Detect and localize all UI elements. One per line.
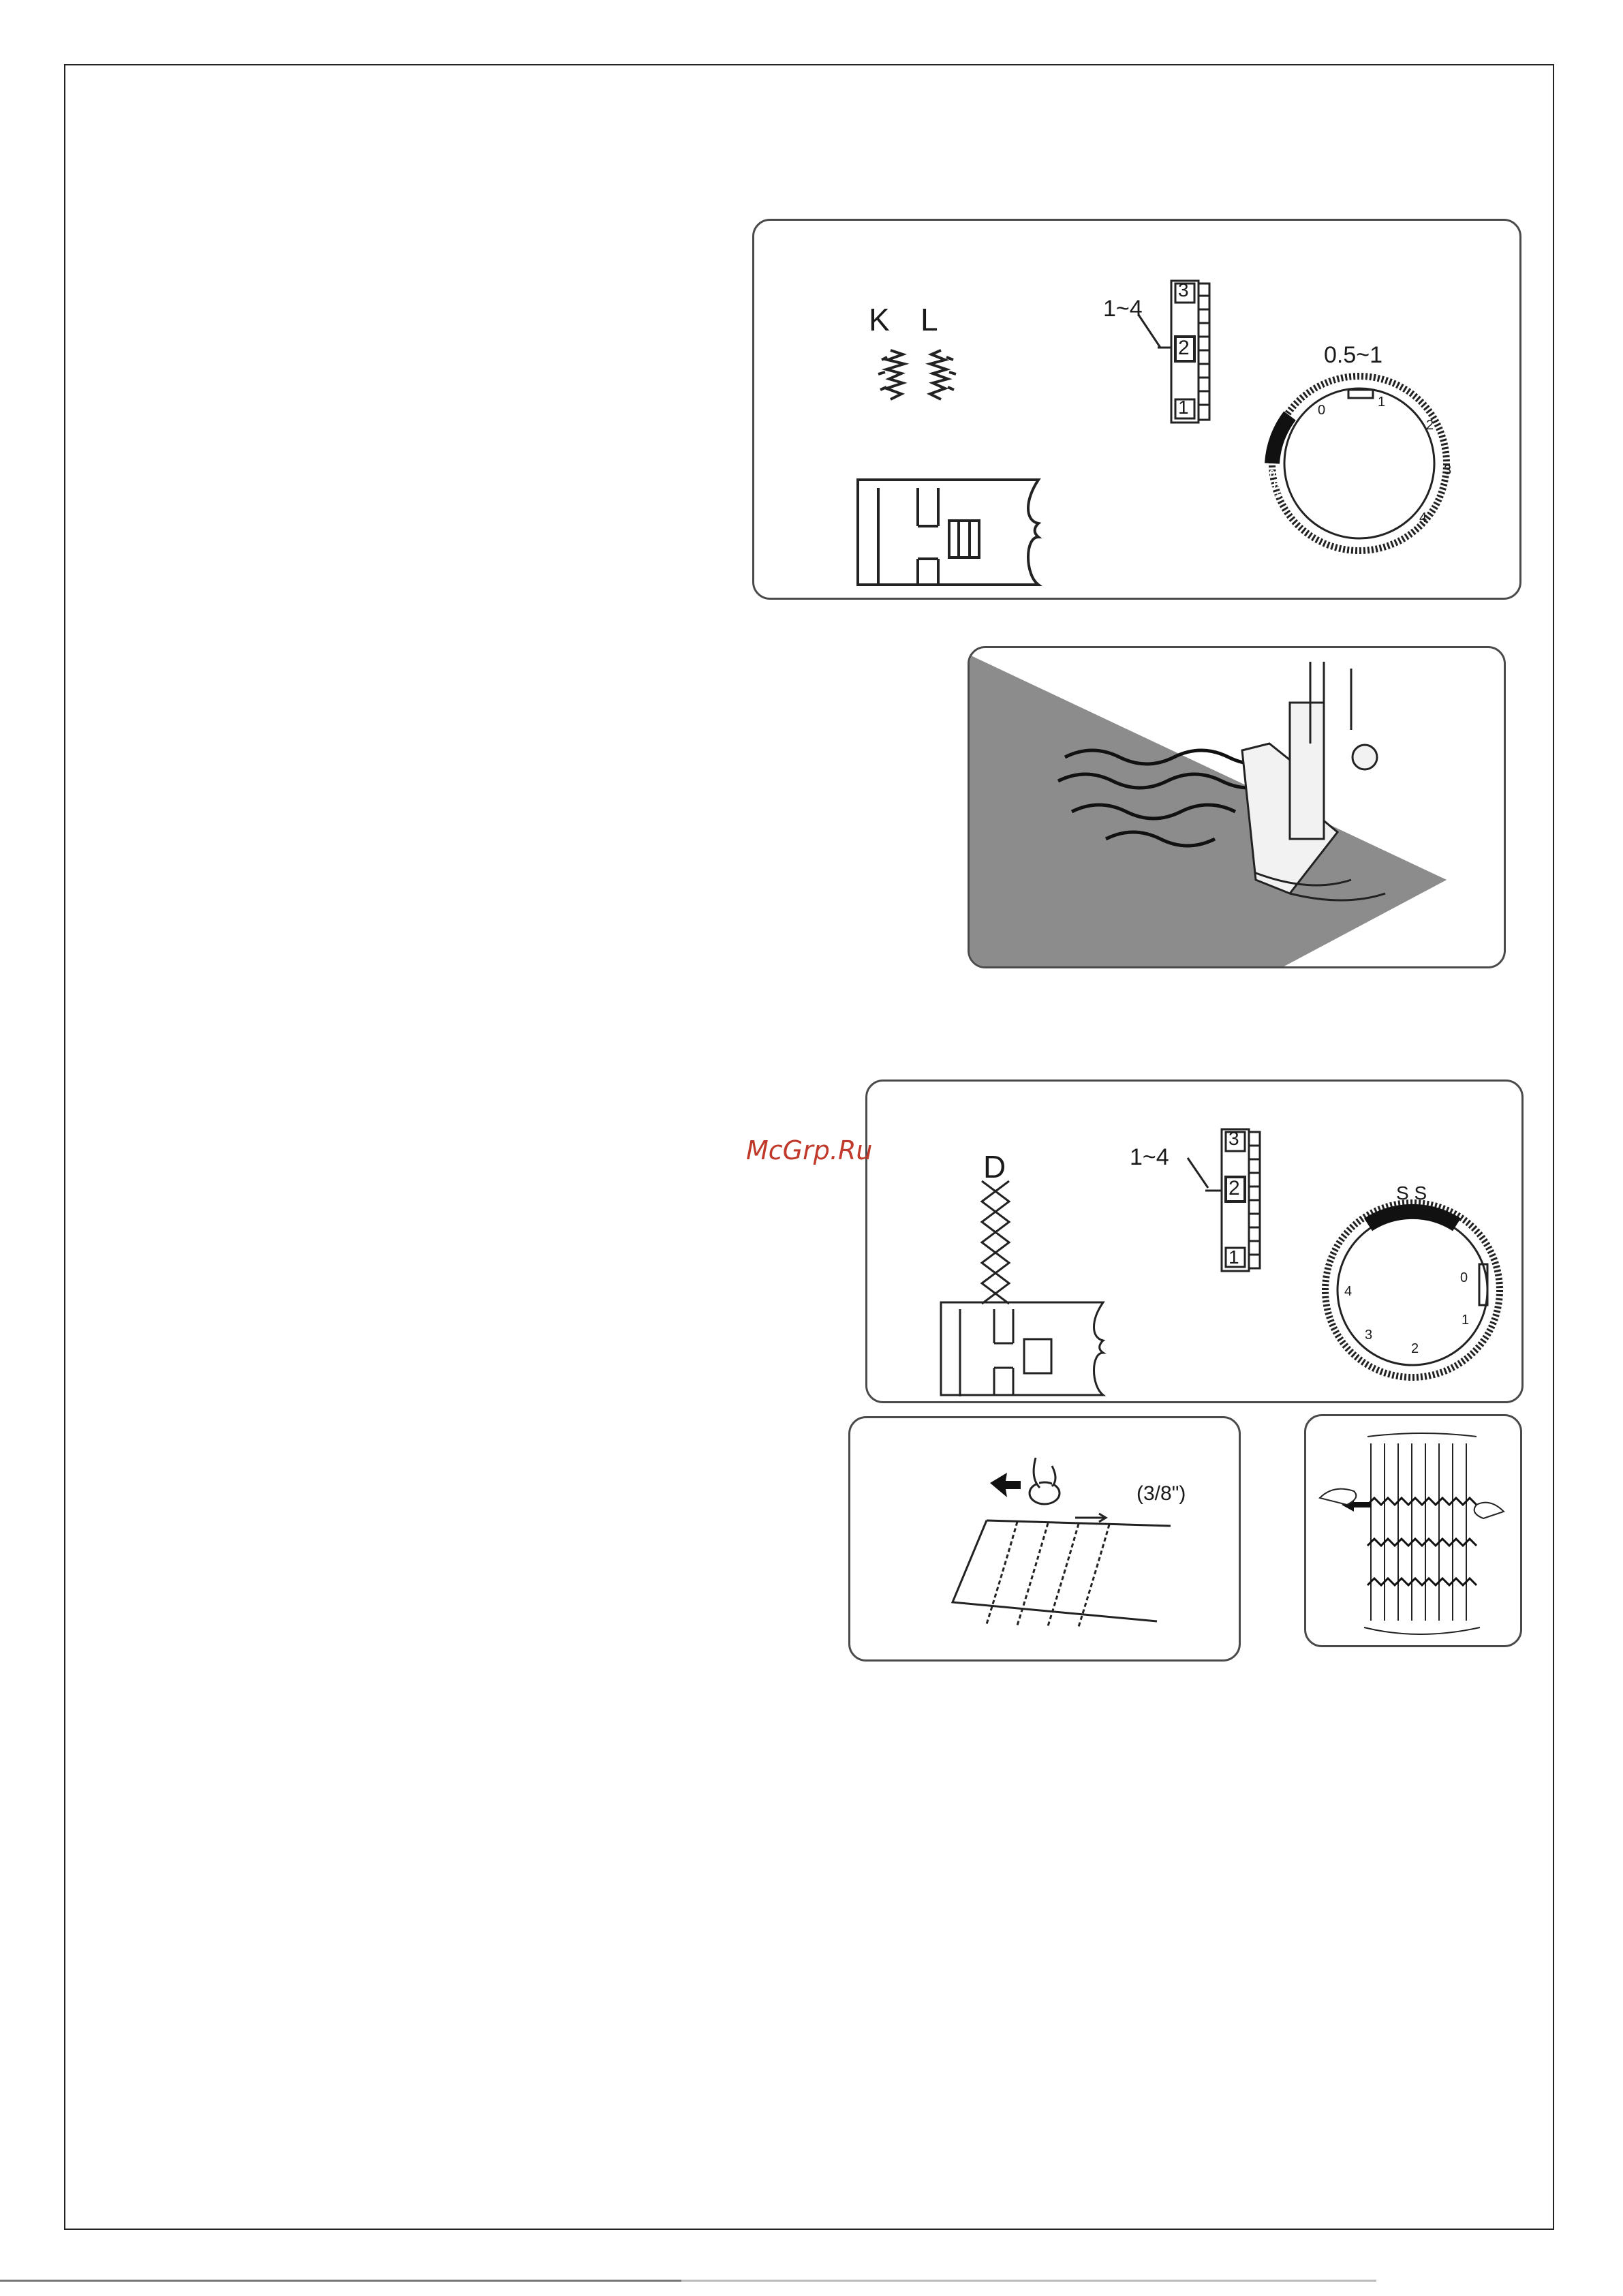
footer-rule <box>0 2280 681 2282</box>
dial-mark-3: 3 <box>1365 1328 1373 1343</box>
stitch-k-icon <box>878 350 904 399</box>
width-scale-icon <box>1188 1129 1260 1271</box>
dial-mark-4: 4 <box>1419 510 1427 525</box>
gathering-threads-panel <box>848 1416 1241 1662</box>
dial-mark-2: 2 <box>1426 418 1434 433</box>
dial-mark-2: 2 <box>1411 1341 1419 1356</box>
width-scale-icon <box>1139 281 1209 423</box>
width-scale-3: 3 <box>1178 279 1189 301</box>
width-scale-1: 1 <box>1228 1246 1239 1268</box>
width-scale-3: 3 <box>1228 1128 1239 1149</box>
sewing-illustration-panel <box>968 646 1506 968</box>
watermark: McGrp.Ru <box>746 1135 873 1165</box>
hand-icon <box>1030 1458 1060 1504</box>
dial-mark-3: 3 <box>1444 463 1452 478</box>
smocking-panel <box>1304 1414 1522 1647</box>
stitch-letter-d: D <box>983 1149 1006 1184</box>
dial-mark-1: 1 <box>1462 1313 1470 1328</box>
gathering-illustration <box>850 1418 1241 1662</box>
dial-mark-0: 0 <box>1318 403 1326 418</box>
stitch-letter-k: K <box>869 302 890 337</box>
settings-illustration-kl <box>754 221 1521 600</box>
settings-illustration-d <box>867 1082 1524 1403</box>
width-range-label: 1~4 <box>1130 1144 1169 1170</box>
width-scale-2: 2 <box>1178 337 1190 359</box>
presser-foot-icon <box>941 1302 1103 1396</box>
up-arrow-icon <box>990 1473 1021 1497</box>
length-range-label: 0.5~1 <box>1324 342 1383 368</box>
dial-ss-indicator: + S S - <box>1393 1219 1432 1232</box>
smocking-illustration <box>1306 1416 1522 1647</box>
fabric-sewing-illustration <box>970 648 1506 968</box>
width-scale-1: 1 <box>1178 397 1189 418</box>
stitch-d-icon <box>982 1181 1009 1304</box>
presser-foot-icon <box>858 480 1038 585</box>
stitch-settings-panel-d <box>865 1080 1524 1403</box>
dial-mark-4: 4 <box>1344 1284 1352 1299</box>
dial-mark-0: 0 <box>1460 1270 1468 1285</box>
dial-mark-1: 1 <box>1378 395 1386 410</box>
measure-label: (3/8") <box>1137 1482 1186 1505</box>
fabric-lines <box>953 1514 1171 1627</box>
stitch-letter-l: L <box>921 302 938 337</box>
stitch-settings-panel-kl <box>752 219 1521 600</box>
width-scale-2: 2 <box>1228 1177 1240 1199</box>
footer-rule-faint <box>681 2280 1376 2282</box>
length-ss-label: S S <box>1396 1182 1427 1204</box>
stitch-l-icon <box>930 350 956 399</box>
width-range-label: 1~4 <box>1103 296 1143 322</box>
dial-ss-indicator: - S S + <box>1260 460 1286 501</box>
